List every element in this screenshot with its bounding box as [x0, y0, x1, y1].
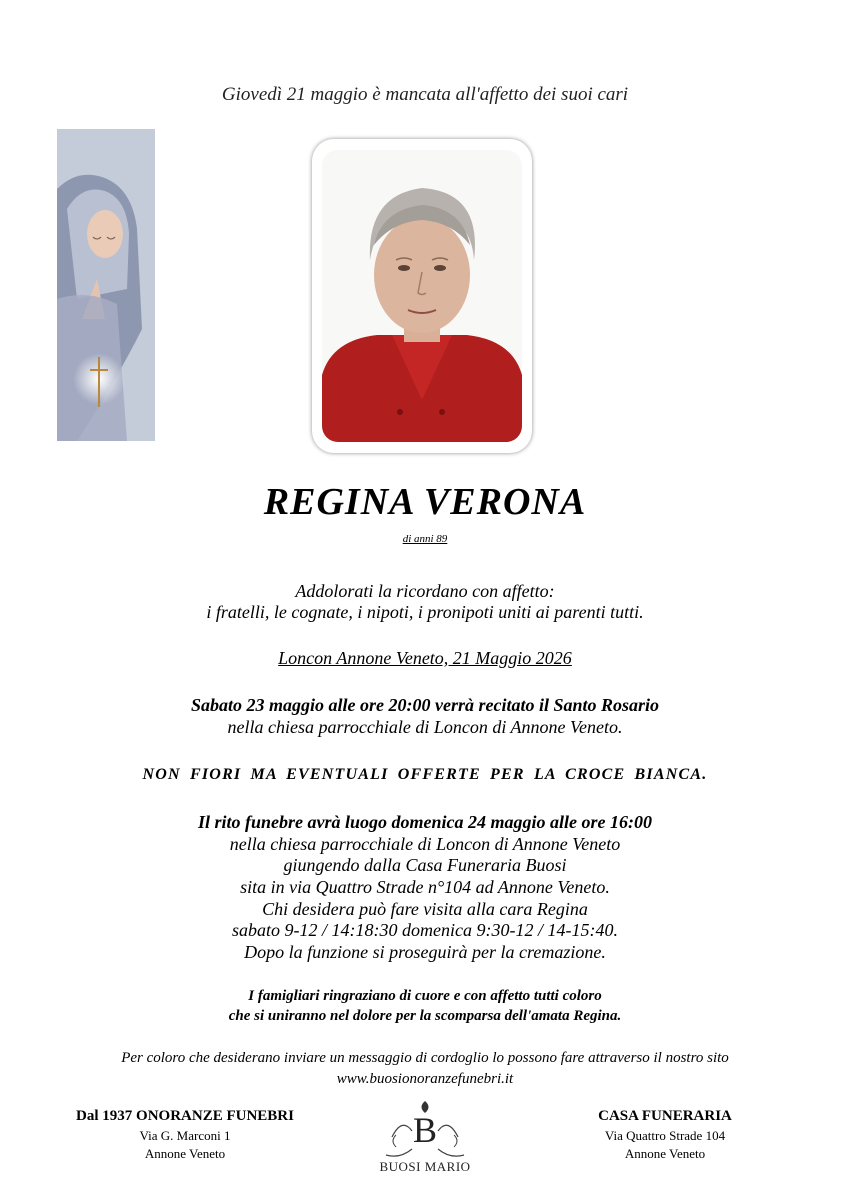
- funeral-line: nella chiesa parrocchiale di Loncon di Annone Veneto: [229, 834, 621, 854]
- place-date: Loncon Annone Veneto, 21 Maggio 2026: [278, 648, 572, 668]
- portrait-photo: [322, 150, 522, 442]
- thanks-line-1: I famigliari ringraziano di cuore e con affetto tutti coloro: [248, 988, 602, 1004]
- footer-left: [55, 1108, 315, 1163]
- funeral-line: sabato 9-12 / 14:18:30 domenica 9:30-12 / 14-15:40.: [232, 920, 618, 940]
- logo-letter: B: [412, 1110, 437, 1150]
- footer-left-title: Dal 1937 ONORANZE FUNEBRI: [76, 1108, 294, 1124]
- madonna-image: [57, 129, 155, 441]
- thanks-line-2: che si uniranno nel dolore per la scomparsa dell'amata Regina.: [228, 1008, 622, 1024]
- deceased-age: di anni 89: [402, 533, 448, 545]
- portrait-illustration: [322, 150, 522, 442]
- funeral-line: sita in via Quattro Strade n°104 ad Annone Veneto.: [240, 877, 610, 897]
- funeral-line: giungendo dalla Casa Funeraria Buosi: [283, 855, 567, 875]
- funeral-line-1: Il rito funebre avrà luogo domenica 24 maggio alle ore 16:00: [198, 812, 652, 832]
- mourners-line-2: i fratelli, le cognate, i nipoti, i pronipoti uniti ai parenti tutti.: [206, 602, 644, 622]
- buosi-logo: [372, 1097, 478, 1179]
- funeral-line: Dopo la funzione si proseguirà per la cremazione.: [244, 942, 606, 962]
- announcement-headline: Giovedì 21 maggio è mancata all'affetto dei suoi cari: [221, 84, 629, 105]
- madonna-illustration: [57, 129, 155, 441]
- rosary-line-1: Sabato 23 maggio alle ore 20:00 verrà recitato il Santo Rosario: [190, 695, 659, 715]
- footer-right-title: CASA FUNERARIA: [598, 1108, 732, 1124]
- condolence-text: Per coloro che desiderano inviare un messaggio di cordoglio lo possono fare attraverso il nostro sito: [121, 1050, 729, 1066]
- deceased-name: REGINA VERONA: [263, 481, 587, 523]
- flowers-note: NON FIORI MA EVENTUALI OFFERTE PER LA CROCE BIANCA.: [142, 766, 708, 783]
- rosary-line-2: nella chiesa parrocchiale di Loncon di Annone Veneto.: [227, 717, 623, 737]
- footer-right-city: Annone Veneto: [624, 1146, 706, 1161]
- mourners-line-1: Addolorati la ricordano con affetto:: [295, 581, 555, 601]
- condolence-website[interactable]: www.buosionoranzefunebri.it: [336, 1071, 514, 1087]
- funeral-line: Chi desidera può fare visita alla cara Regina: [262, 899, 588, 919]
- footer-left-address: Via G. Marconi 1: [139, 1128, 231, 1143]
- logo-text: BUOSI MARIO: [379, 1159, 471, 1174]
- footer-right: [565, 1108, 765, 1163]
- footer-right-address: Via Quattro Strade 104: [604, 1128, 726, 1143]
- footer-left-city: Annone Veneto: [144, 1146, 226, 1161]
